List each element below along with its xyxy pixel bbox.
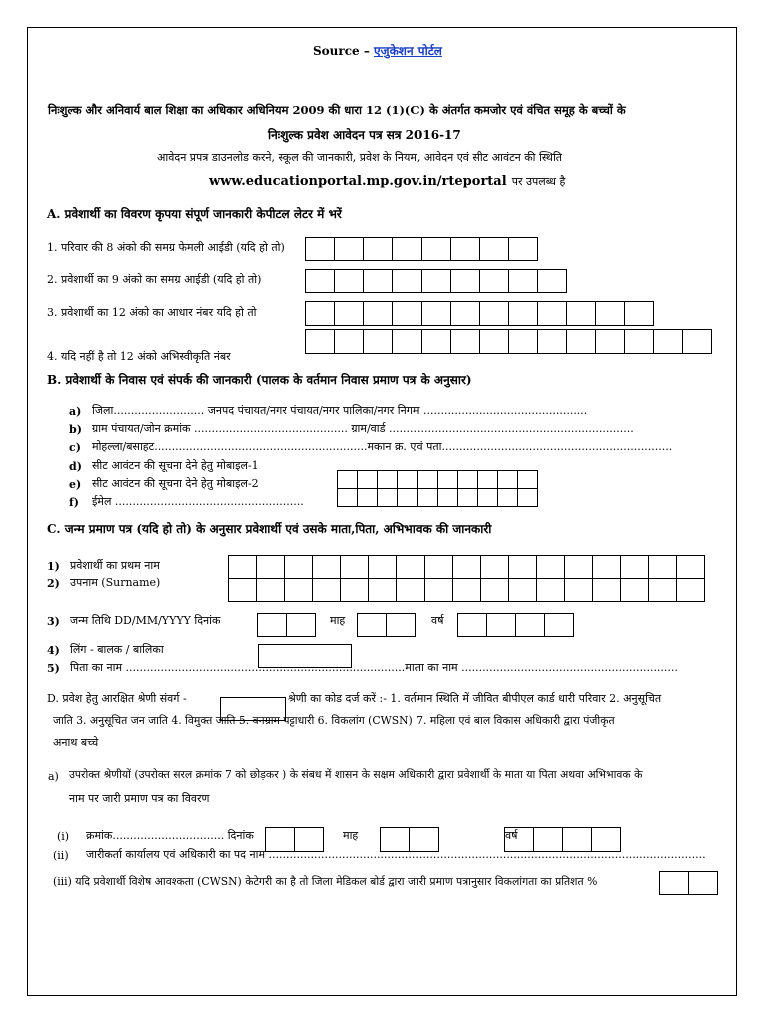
digit-box[interactable]: [537, 329, 567, 354]
info-line: आवेदन प्रपत्र डाउनलोड करने, स्कूल की जानकारी, प्रवेश के नियम, आवेदन एवं सीट आवंटन की स्थिति: [157, 151, 563, 164]
digit-box[interactable]: [566, 329, 596, 354]
aadhaar-boxes[interactable]: [306, 301, 654, 326]
digit-box[interactable]: [392, 301, 422, 326]
letter-box[interactable]: [312, 578, 341, 602]
district-field: जिला.......................... जनपद पंचायत/नगर पंचायत/नगर पालिका/नगर निगम ...............................................: [92, 404, 588, 417]
digit-box[interactable]: [537, 301, 567, 326]
family-id-boxes[interactable]: [306, 237, 538, 261]
letter-box[interactable]: [424, 578, 453, 602]
letter-box[interactable]: [340, 578, 369, 602]
first-name-boxes[interactable]: [229, 555, 705, 579]
letter-box[interactable]: [536, 578, 565, 602]
item-label: e): [69, 478, 82, 491]
digit-box[interactable]: [450, 237, 480, 261]
digit-box[interactable]: [659, 871, 689, 895]
digit-box[interactable]: [515, 613, 545, 637]
item-label: d): [69, 460, 82, 473]
digit-box[interactable]: [417, 488, 438, 507]
digit-box[interactable]: [624, 301, 654, 326]
digit-box[interactable]: [544, 613, 574, 637]
digit-box[interactable]: [421, 301, 451, 326]
digit-box[interactable]: [377, 488, 398, 507]
letter-box[interactable]: [536, 555, 565, 579]
category-line-start: D. प्रवेश हेतु आरक्षित श्रेणी संवर्ग -: [47, 692, 187, 705]
item-label: (i): [57, 830, 70, 843]
digit-box[interactable]: [421, 269, 451, 293]
digit-box[interactable]: [595, 329, 625, 354]
digit-box[interactable]: [337, 488, 358, 507]
digit-box[interactable]: [397, 470, 418, 489]
item-label: (ii): [53, 849, 69, 862]
digit-box[interactable]: [363, 237, 393, 261]
item-label: b): [69, 423, 82, 436]
certificate-number-field: क्रमांक................................ दिनांक: [86, 829, 254, 842]
digit-box[interactable]: [508, 329, 538, 354]
mobile-1-label: सीट आवंटन की सूचना देने हेतु मोबाइल-1: [92, 459, 259, 472]
samagra-id-boxes[interactable]: [306, 269, 567, 293]
letter-box[interactable]: [592, 555, 621, 579]
digit-box[interactable]: [566, 301, 596, 326]
digit-box[interactable]: [421, 329, 451, 354]
item-number: 1): [47, 560, 60, 573]
category-line-3: अनाथ बच्चे: [53, 736, 99, 749]
letter-box[interactable]: [396, 555, 425, 579]
digit-box[interactable]: [334, 269, 364, 293]
source-link[interactable]: एजुकेशन पोर्टल: [374, 44, 442, 58]
digit-box[interactable]: [357, 470, 378, 489]
digit-box[interactable]: [653, 329, 683, 354]
surname-label: उपनाम (Surname): [70, 576, 161, 589]
letter-box[interactable]: [452, 555, 481, 579]
digit-box[interactable]: [392, 269, 422, 293]
source-label: Source –: [313, 44, 370, 58]
digit-box[interactable]: [457, 488, 478, 507]
certificate-month-label: माह: [343, 829, 359, 842]
website-line: [209, 172, 565, 188]
digit-box[interactable]: [334, 237, 364, 261]
mobile-2-boxes[interactable]: [338, 488, 538, 507]
letter-box[interactable]: [480, 578, 509, 602]
aadhaar-label: 3. प्रवेशार्थी का 12 अंको का आधार नंबर यदि हो तो: [47, 306, 257, 319]
source-line: [313, 45, 442, 57]
gender-label: लिंग - बालक / बालिका: [70, 643, 164, 656]
digit-box[interactable]: [363, 269, 393, 293]
digit-box[interactable]: [357, 613, 387, 637]
acknowledgement-label: 4. यदि नहीं है तो 12 अंको अभिस्वीकृति नंबर: [47, 350, 231, 363]
certificate-intro-line-2: नाम पर जारी प्रमाण पत्र का विवरण: [69, 792, 210, 805]
letter-box[interactable]: [312, 555, 341, 579]
digit-box[interactable]: [479, 329, 509, 354]
item-number: 5): [47, 662, 60, 675]
digit-box[interactable]: [286, 613, 316, 637]
cwsn-percentage-label: (iii) यदि प्रवेशार्थी विशेष आवश्कता (CWSN) केटेगरी का है तो जिला मेडिकल बोर्ड द्वारा जारी प्रमाण पत्रानुसार विकलांगता का प्रतिशत %: [53, 875, 598, 888]
category-line-2: जाति 3. अनुसूचित जन जाति 4. विमुक्त जाति 5. वनग्राम पट्टाधारी 6. विकलांग (CWSN) 7. महिला एवं बाल विकास अधिकारी द्वारा पंजीकृत: [53, 714, 615, 727]
digit-box[interactable]: [517, 470, 538, 489]
digit-box[interactable]: [477, 470, 498, 489]
mobile-2-label: सीट आवंटन की सूचना देने हेतु मोबाइल-2: [92, 477, 259, 490]
digit-box[interactable]: [479, 237, 509, 261]
dob-year-label: वर्ष: [431, 614, 444, 627]
digit-box[interactable]: [417, 470, 438, 489]
dob-month-boxes[interactable]: [358, 613, 416, 637]
surname-boxes[interactable]: [229, 578, 705, 602]
digit-box[interactable]: [688, 871, 718, 895]
digit-box[interactable]: [450, 329, 480, 354]
letter-box[interactable]: [648, 555, 677, 579]
digit-box[interactable]: [257, 613, 287, 637]
website-suffix: पर उपलब्ध है: [511, 175, 566, 188]
item-number: 3): [47, 615, 60, 628]
letter-box[interactable]: [508, 578, 537, 602]
section-b-heading: B. प्रवेशार्थी के निवास एवं संपर्क की जानकारी (पालक के वर्तमान निवास प्रमाण पत्र के अनुसार): [47, 373, 472, 387]
section-a-heading: A. प्रवेशार्थी का विवरण कृपया संपूर्ण जानकारी केपीटल लेटर में भरें: [47, 207, 342, 221]
certificate-year-label: वर्ष: [505, 829, 518, 842]
item-number: 2): [47, 577, 60, 590]
family-id-label: 1. परिवार की 8 अंको की समग्र फेमली आईडी (यदि हो तो): [47, 241, 285, 254]
acknowledgement-boxes[interactable]: [306, 329, 712, 354]
digit-box[interactable]: [624, 329, 654, 354]
dob-label: जन्म तिथि DD/MM/YYYY दिनांक: [70, 614, 221, 627]
digit-box[interactable]: [305, 329, 335, 354]
digit-box[interactable]: [682, 329, 712, 354]
digit-box[interactable]: [305, 301, 335, 326]
item-label: c): [69, 441, 81, 454]
letter-box[interactable]: [284, 578, 313, 602]
form-title-line2: निःशुल्क प्रवेश आवेदन पत्र सत्र 2016-17: [268, 128, 461, 142]
digit-box[interactable]: [450, 301, 480, 326]
form-title-line1: निःशुल्क और अनिवार्य बाल शिक्षा का अधिकार अधिनियम 2009 की धारा 12 (1)(C) के अंतर्गत कमजोर एवं वंचित समूह के बच्चों के: [48, 103, 626, 117]
parent-name-field: पिता का नाम ................................................................................माता का नाम ..............................................................: [70, 661, 678, 674]
digit-box[interactable]: [357, 488, 378, 507]
item-number: 4): [47, 644, 60, 657]
digit-box[interactable]: [334, 301, 364, 326]
digit-box[interactable]: [450, 269, 480, 293]
digit-box[interactable]: [377, 470, 398, 489]
digit-box[interactable]: [508, 237, 538, 261]
digit-box[interactable]: [386, 613, 416, 637]
letter-box[interactable]: [424, 555, 453, 579]
dob-year-boxes[interactable]: [458, 613, 574, 637]
digit-box[interactable]: [497, 488, 518, 507]
digit-box[interactable]: [479, 269, 509, 293]
certificate-intro-line-1: उपरोक्त श्रेणीयों (उपरोक्त सरल क्रमांक 7 को छोड़कर ) के संबध में शासन के सक्षम अधिकारी द्वारा प्रवेशार्थी के माता या पिता अथवा अभिभावक के: [69, 768, 643, 781]
mobile-1-boxes[interactable]: [338, 470, 538, 489]
digit-box[interactable]: [363, 329, 393, 354]
digit-box[interactable]: [392, 329, 422, 354]
letter-box[interactable]: [256, 555, 285, 579]
letter-box[interactable]: [508, 555, 537, 579]
gram-panchayat-field: ग्राम पंचायत/जोन क्रमांक ............................................ ग्राम/वार्ड ......................................................................: [92, 422, 634, 435]
digit-box[interactable]: [477, 488, 498, 507]
digit-box[interactable]: [363, 301, 393, 326]
digit-box[interactable]: [337, 470, 358, 489]
section-c-heading: C. जन्म प्रमाण पत्र (यदि हो तो) के अनुसार प्रवेशार्थी एवं उसके माता,पिता, अभिभावक की जानकारी: [47, 522, 492, 536]
digit-box[interactable]: [517, 488, 538, 507]
digit-box[interactable]: [497, 470, 518, 489]
digit-box[interactable]: [421, 237, 451, 261]
digit-box[interactable]: [537, 269, 567, 293]
samagra-id-label: 2. प्रवेशार्थी का 9 अंको का समग्र आईडी (यदि हो तो): [47, 273, 262, 286]
digit-box[interactable]: [334, 329, 364, 354]
letter-box[interactable]: [368, 578, 397, 602]
locality-field: मोहल्ला/बसाहट.............................................................मकान क्र. एवं पता..................................................................: [92, 440, 673, 453]
digit-box[interactable]: [486, 613, 516, 637]
cwsn-percentage-boxes[interactable]: [660, 871, 718, 895]
letter-box[interactable]: [396, 578, 425, 602]
digit-box[interactable]: [392, 237, 422, 261]
first-name-label: प्रवेशार्थी का प्रथम नाम: [70, 559, 160, 572]
category-line-end: श्रेणी का कोड दर्ज करें :- 1. वर्तमान स्थिति में जीवित बीपीएल कार्ड धारी परिवार 2. अनुसूचित: [288, 692, 662, 705]
letter-box[interactable]: [564, 555, 593, 579]
item-label: a): [48, 770, 59, 783]
letter-box[interactable]: [620, 555, 649, 579]
letter-box[interactable]: [368, 555, 397, 579]
digit-box[interactable]: [457, 613, 487, 637]
digit-box[interactable]: [479, 301, 509, 326]
dob-month-label: माह: [330, 614, 346, 627]
letter-box[interactable]: [676, 578, 705, 602]
website-url[interactable]: www.educationportal.mp.gov.in/rteportal: [209, 174, 507, 189]
letter-box[interactable]: [256, 578, 285, 602]
digit-box[interactable]: [397, 488, 418, 507]
issuing-office-field: जारीकर्ता कार्यालय एवं अधिकारी का पद नाम .............................................................................................................................: [86, 848, 706, 861]
item-label: a): [69, 405, 82, 418]
letter-box[interactable]: [620, 578, 649, 602]
dob-day-boxes[interactable]: [258, 613, 316, 637]
digit-box[interactable]: [437, 488, 458, 507]
letter-box[interactable]: [676, 555, 705, 579]
letter-box[interactable]: [452, 578, 481, 602]
item-label: f): [69, 496, 79, 509]
digit-box[interactable]: [508, 301, 538, 326]
digit-box[interactable]: [305, 237, 335, 261]
letter-box[interactable]: [228, 555, 257, 579]
email-field: ईमेल ......................................................: [92, 495, 304, 508]
letter-box[interactable]: [592, 578, 621, 602]
letter-box[interactable]: [340, 555, 369, 579]
letter-box[interactable]: [648, 578, 677, 602]
digit-box[interactable]: [305, 269, 335, 293]
digit-box[interactable]: [457, 470, 478, 489]
digit-box[interactable]: [437, 470, 458, 489]
letter-box[interactable]: [284, 555, 313, 579]
letter-box[interactable]: [480, 555, 509, 579]
letter-box[interactable]: [228, 578, 257, 602]
digit-box[interactable]: [595, 301, 625, 326]
digit-box[interactable]: [508, 269, 538, 293]
letter-box[interactable]: [564, 578, 593, 602]
